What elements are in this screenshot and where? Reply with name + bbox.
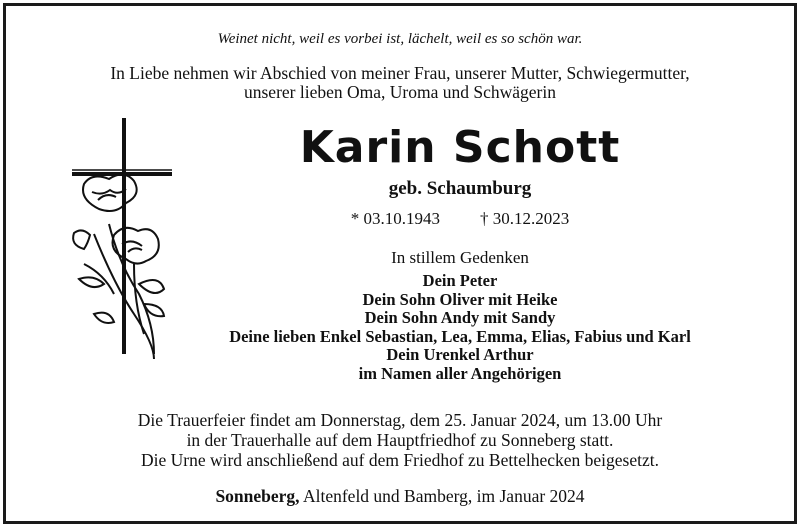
place-rest: Altenfeld und Bamberg, im Januar 2024 — [299, 486, 585, 506]
service-line-1: Die Trauerfeier findet am Donnerstag, dem 25. Januar 2024, um 13.00 Uhr — [137, 410, 663, 430]
death-date: † 30.12.2023 — [480, 209, 570, 228]
remembrance-line: In stillem Gedenken — [391, 248, 529, 267]
intro-line-2: unserer lieben Oma, Uroma und Schwägerin — [244, 82, 556, 102]
service-line-2: in der Trauerhalle auf dem Hauptfriedhof zu Sonneberg statt. — [186, 430, 614, 450]
mourner-line: im Namen aller Angehörigen — [358, 363, 562, 383]
intro-text — [6, 64, 794, 102]
mourner-line: Dein Sohn Oliver mit Heike — [362, 289, 558, 309]
place-and-date — [6, 486, 794, 507]
life-dates — [6, 209, 794, 229]
funeral-service-info — [6, 410, 794, 470]
mourner-line: Dein Sohn Andy mit Sandy — [364, 308, 556, 327]
mourner-line: Dein Peter — [422, 271, 498, 290]
mourner-line: Dein Urenkel Arthur — [386, 345, 534, 364]
mourners-list — [6, 272, 794, 383]
mourner-line: Deine lieben Enkel Sebastian, Lea, Emma, Elias, Fabius und Karl — [229, 326, 691, 346]
maiden-name: geb. Schaumburg — [388, 178, 532, 199]
obituary-notice — [3, 3, 797, 524]
intro-line-1: In Liebe nehmen wir Abschied von meiner Frau, unserer Mutter, Schwiegermutter, — [110, 63, 690, 83]
motto: Weinet nicht, weil es vorbei ist, lächelt, weil es so schön war. — [217, 31, 583, 47]
birth-date: * 03.10.1943 — [350, 209, 440, 228]
deceased-name: Karin Schott — [299, 122, 621, 173]
place-city: Sonneberg, — [215, 486, 300, 506]
service-line-3: Die Urne wird anschließend auf dem Friedhof zu Bettelhecken beigesetzt. — [140, 450, 659, 470]
